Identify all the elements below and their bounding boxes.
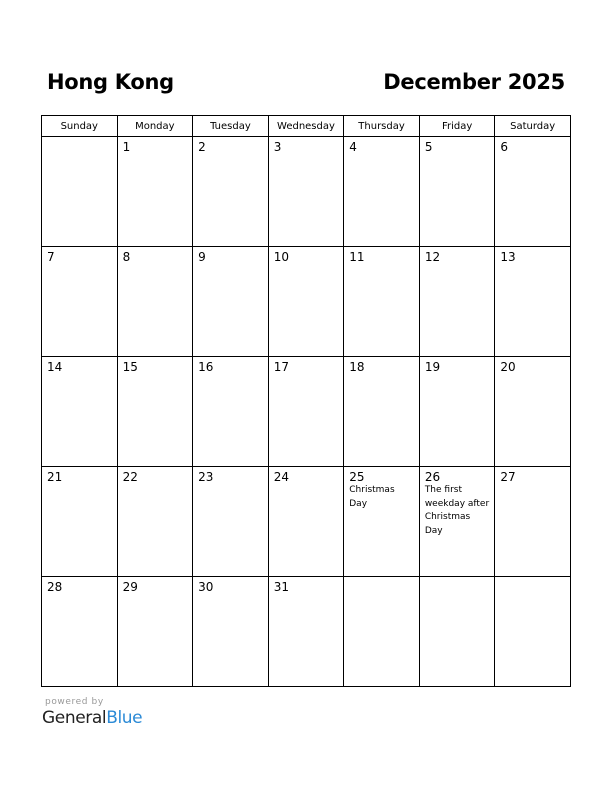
- calendar-day-cell: [42, 137, 118, 247]
- calendar-day-cell: [495, 137, 571, 247]
- calendar-day-cell: [268, 357, 344, 467]
- weekday-header-row: [42, 116, 571, 137]
- calendar-day-cell: [419, 467, 495, 577]
- calendar-day-cell: [42, 577, 118, 687]
- brand-blue-text: Blue: [106, 708, 143, 728]
- day-number: 1: [122, 140, 131, 154]
- calendar-day-cell: [419, 137, 495, 247]
- calendar-day-cell: [117, 467, 193, 577]
- calendar-week-row: [42, 467, 571, 577]
- calendar-day-cell: [117, 577, 193, 687]
- day-number: 14: [47, 360, 63, 374]
- day-number: 18: [349, 360, 365, 374]
- calendar-week-row: [42, 357, 571, 467]
- calendar-day-cell: [42, 467, 118, 577]
- day-number: 6: [500, 140, 509, 154]
- powered-by-label: powered by: [45, 697, 104, 707]
- weekday-header: Sunday: [42, 116, 118, 137]
- calendar-day-cell: [193, 137, 269, 247]
- calendar-day-cell: [268, 247, 344, 357]
- calendar-day-cell: [344, 247, 420, 357]
- calendar-day-cell: [495, 577, 571, 687]
- day-number: 30: [198, 580, 214, 594]
- weekday-header: Monday: [117, 116, 193, 137]
- weekday-header: Friday: [419, 116, 495, 137]
- day-number: 7: [47, 250, 55, 264]
- calendar-day-cell: [495, 357, 571, 467]
- day-number: 25: [349, 470, 365, 484]
- calendar-region-title: Hong Kong: [47, 70, 174, 94]
- holiday-label: Christmas Day: [349, 485, 395, 509]
- day-number: 20: [500, 360, 516, 374]
- day-number: 21: [47, 470, 63, 484]
- calendar-day-cell: [344, 467, 420, 577]
- calendar-day-cell: [419, 357, 495, 467]
- day-number: 31: [273, 580, 289, 594]
- day-number: 2: [198, 140, 206, 154]
- day-number: 27: [500, 470, 516, 484]
- day-number: 12: [424, 250, 441, 264]
- day-number: 26: [424, 470, 441, 484]
- calendar-day-cell: [344, 577, 420, 687]
- calendar-day-cell: [117, 247, 193, 357]
- calendar-day-cell: [495, 467, 571, 577]
- holiday-label: The first weekday after Christmas Day: [424, 485, 490, 536]
- day-number: 29: [122, 580, 138, 594]
- calendar-week-row: [42, 577, 571, 687]
- weekday-header: Saturday: [495, 116, 571, 137]
- day-number: 9: [198, 250, 206, 264]
- calendar-day-cell: [344, 137, 420, 247]
- calendar-day-cell: [268, 577, 344, 687]
- day-number: 23: [198, 470, 214, 484]
- day-number: 13: [500, 250, 516, 264]
- calendar-day-cell: [268, 137, 344, 247]
- calendar-week-row: [42, 247, 571, 357]
- calendar-day-cell: [419, 577, 495, 687]
- calendar-day-cell: [268, 467, 344, 577]
- calendar-day-cell: [193, 467, 269, 577]
- day-number: 24: [273, 470, 289, 484]
- calendar-day-cell: [42, 357, 118, 467]
- day-number: 17: [273, 360, 289, 374]
- day-number: 3: [273, 140, 282, 154]
- calendar-day-cell: [117, 357, 193, 467]
- calendar-day-cell: [193, 577, 269, 687]
- day-number: 22: [122, 470, 138, 484]
- day-number: 19: [424, 360, 441, 374]
- day-number: 15: [122, 360, 138, 374]
- calendar-week-row: [42, 137, 571, 247]
- generalblue-logo: [42, 708, 142, 728]
- calendar-day-cell: [193, 247, 269, 357]
- calendar-grid: [41, 115, 571, 687]
- weekday-header: Wednesday: [268, 116, 344, 137]
- calendar-day-cell: [495, 247, 571, 357]
- brand-general-text: General: [42, 708, 107, 728]
- calendar-day-cell: [419, 247, 495, 357]
- day-number: 28: [47, 580, 63, 594]
- calendar-day-cell: [344, 357, 420, 467]
- calendar-day-cell: [117, 137, 193, 247]
- calendar-month-title: December 2025: [383, 70, 565, 94]
- calendar-day-cell: [193, 357, 269, 467]
- weekday-header: Thursday: [344, 116, 420, 137]
- day-number: 10: [273, 250, 289, 264]
- day-number: 11: [349, 250, 365, 264]
- day-number: 5: [424, 140, 433, 154]
- day-number: 8: [122, 250, 131, 264]
- calendar-day-cell: [42, 247, 118, 357]
- day-number: 16: [198, 360, 214, 374]
- day-number: 4: [349, 140, 357, 154]
- weekday-header: Tuesday: [193, 116, 269, 137]
